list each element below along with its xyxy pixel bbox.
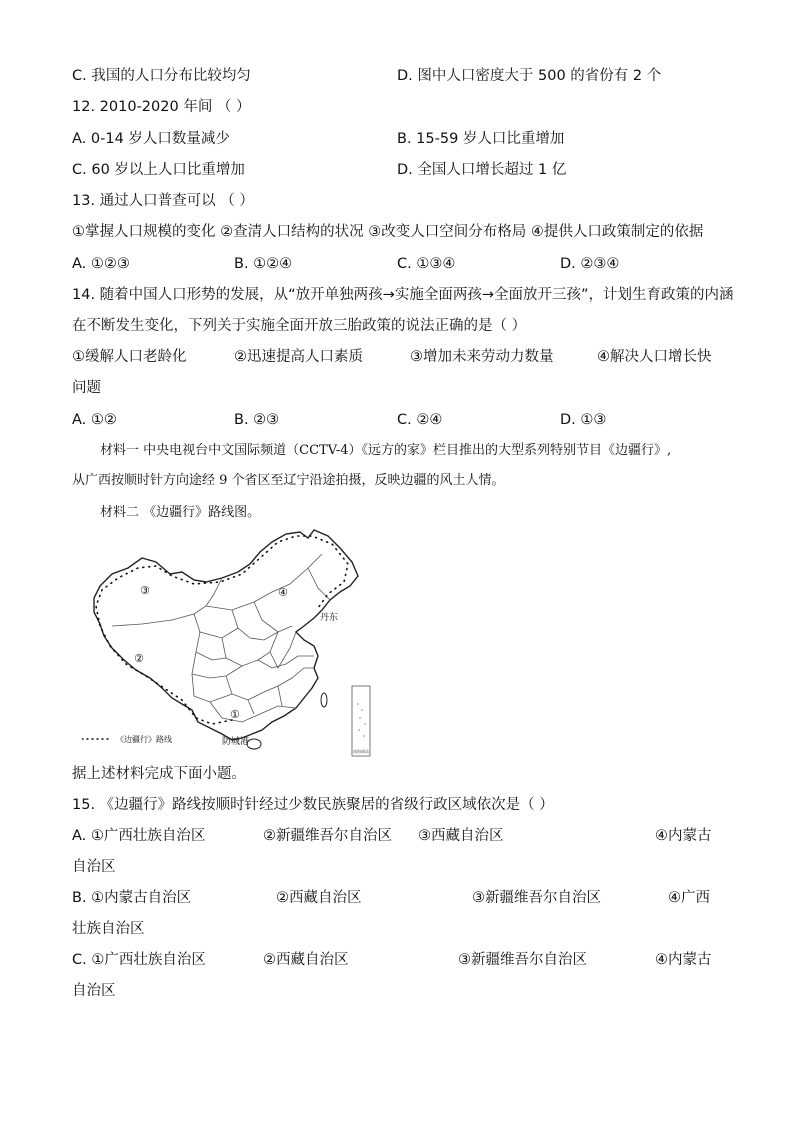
material-one-line1: 材料一 中央电视台中文国际频道（CCTV-4）《远方的家》栏目推出的大型系列特别节目《边疆行》, bbox=[100, 443, 672, 458]
q14-option-d: D. ①③ bbox=[560, 412, 607, 428]
q14-item-3: ③增加未来劳动力数量 bbox=[410, 349, 554, 365]
q13-option-b: B. ①②④ bbox=[234, 256, 293, 272]
q13-option-c: C. ①③④ bbox=[397, 256, 456, 272]
inset-frame bbox=[352, 686, 370, 756]
label-fangchenggang: 防城港 bbox=[222, 737, 250, 747]
q14-item-4: ④解决人口增长快 bbox=[597, 349, 712, 365]
q12-stem: 12. 2010-2020 年间 （ ） bbox=[72, 99, 251, 115]
inset-label: 南海诸岛 bbox=[353, 749, 369, 754]
q15-c-cont: 自治区 bbox=[72, 983, 116, 999]
material-two: 材料二 《边疆行》路线图。 bbox=[100, 505, 261, 520]
q12-option-b: B. 15-59 岁人口比重增加 bbox=[397, 131, 565, 147]
q14-option-b: B. ②③ bbox=[234, 412, 280, 428]
q15-a-1: A. ①广西壮族自治区 bbox=[72, 828, 206, 844]
label-4: ④ bbox=[278, 586, 288, 599]
instruction: 据上述材料完成下面小题。 bbox=[72, 766, 246, 782]
q12-option-d: D. 全国人口增长超过 1 亿 bbox=[397, 162, 567, 178]
q13-option-d: D. ②③④ bbox=[560, 256, 620, 272]
q14-item-2: ②迅速提高人口素质 bbox=[234, 349, 363, 365]
label-dandong: 丹东 bbox=[320, 613, 339, 623]
q15-b-3: ③新疆维吾尔自治区 bbox=[472, 890, 601, 906]
material-one-line2: 从广西按顺时针方向途经 9 个省区至辽宁沿途拍摄，反映边疆的风土人情。 bbox=[72, 473, 505, 488]
q15-c-1: C. ①广西壮族自治区 bbox=[72, 952, 206, 968]
q15-b-4: ④广西 bbox=[668, 890, 710, 906]
q13-option-a: A. ①②③ bbox=[72, 256, 130, 272]
q14-option-a: A. ①② bbox=[72, 412, 117, 428]
q14-stem-line2: 在不断发生变化，下列关于实施全面开放三胎政策的说法正确的是（ ） bbox=[72, 318, 527, 334]
q15-c-4: ④内蒙古 bbox=[655, 952, 712, 968]
legend-label: 《边疆行》路线 bbox=[116, 735, 172, 744]
label-3: ③ bbox=[140, 584, 150, 597]
q12-option-c: C. 60 岁以上人口比重增加 bbox=[72, 162, 245, 178]
label-2: ② bbox=[134, 652, 144, 665]
q15-a-4: ④内蒙古 bbox=[655, 828, 712, 844]
q15-b-2: ②西藏自治区 bbox=[276, 890, 362, 906]
q15-c-3: ③新疆维吾尔自治区 bbox=[458, 952, 587, 968]
label-1: ① bbox=[230, 708, 240, 721]
q13-stem: 13. 通过人口普查可以 （ ） bbox=[72, 193, 254, 209]
q14-item-4-cont: 问题 bbox=[72, 380, 101, 396]
q15-a-3: ③西藏自治区 bbox=[418, 828, 504, 844]
q11-option-d: D. 图中人口密度大于 500 的省份有 2 个 bbox=[397, 68, 662, 84]
q14-option-c: C. ②④ bbox=[397, 412, 443, 428]
q15-b-1: B. ①内蒙古自治区 bbox=[72, 890, 192, 906]
q15-a-2: ②新疆维吾尔自治区 bbox=[263, 828, 392, 844]
q15-b-cont: 壮族自治区 bbox=[72, 921, 145, 937]
q15-c-2: ②西藏自治区 bbox=[263, 952, 349, 968]
q12-option-a: A. 0-14 岁人口数量减少 bbox=[72, 131, 230, 147]
china-outline bbox=[94, 530, 358, 740]
q15-a-cont: 自治区 bbox=[72, 859, 116, 875]
q15-stem: 15. 《边疆行》路线按顺时针经过少数民族聚居的省级行政区域依次是（ ） bbox=[72, 797, 554, 813]
q13-items: ①掌握人口规模的变化 ②查清人口结构的状况 ③改变人口空间分布格局 ④提供人口政策制定的依据 bbox=[72, 224, 704, 240]
route-map bbox=[82, 528, 372, 758]
q11-option-c: C. 我国的人口分布比较均匀 bbox=[72, 68, 251, 84]
q14-stem-line1: 14. 随着中国人口形势的发展，从“放开单独两孩→实施全面两孩→全面放开三孩”，计划生育政策的内涵 bbox=[72, 287, 734, 303]
q14-item-1: ①缓解人口老龄化 bbox=[72, 349, 187, 365]
